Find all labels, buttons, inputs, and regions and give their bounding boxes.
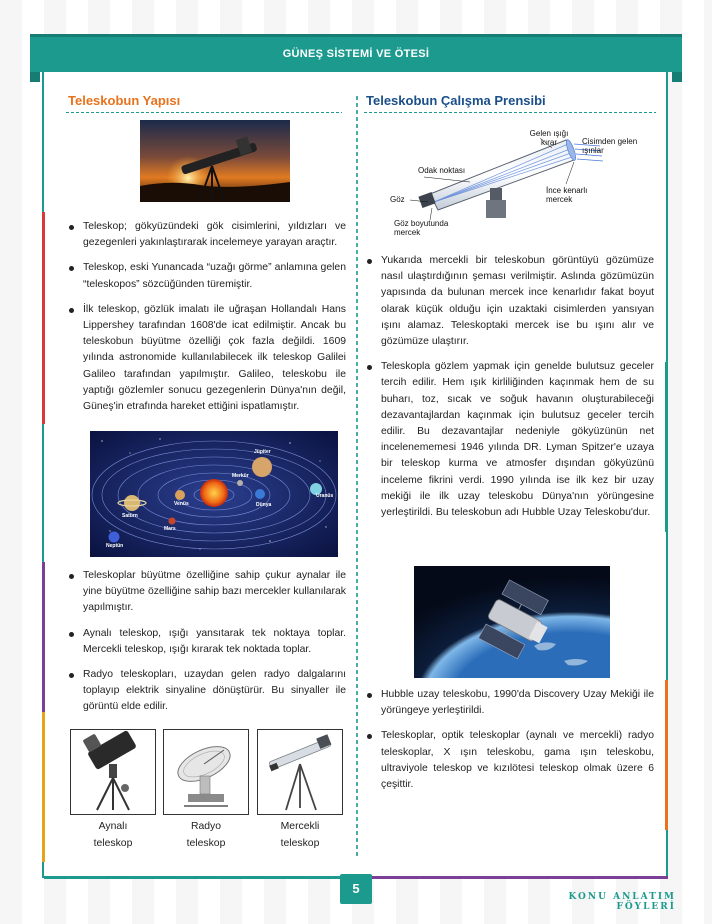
solar-system-image [90, 431, 338, 557]
list-item: Teleskoplar, optik teleskoplar (aynalı ve mercekli) radyo teleskoplar, X ışın teleskobu, gama ışın teleskobu, ultraviyole teleskop ve kızılötesi teleskop olmak üzere 6 çeşittir. [366, 728, 654, 793]
footer-line-right [372, 876, 668, 879]
planet-label-mars: Mars [164, 526, 176, 532]
right-bullets-top [366, 253, 654, 530]
label-eye-sized-lens: Göz boyutunda mercek [394, 219, 449, 237]
radio-telescope-caption: Radyo teleskop [186, 821, 226, 849]
list-item: Teleskop, eski Yunancada “uzağı görme” anlamına gelen “teleskopos” sözcüğünden türemiştir. [68, 260, 346, 292]
accent-bar-right-green [665, 362, 668, 532]
label-thin-edged-lens: İnce kenarlı mercek [546, 186, 588, 204]
list-item: Hubble uzay teleskobu, 1990'da Discovery Uzay Mekiği ile yörüngeye yerleştirildi. [366, 687, 654, 719]
planet-label-merkur: Merkür [232, 473, 249, 479]
radio-telescope-image [163, 729, 249, 815]
column-divider [356, 96, 358, 858]
series-title: KONU ANLATIM FÖYLERİ [568, 892, 676, 912]
left-section-title: Teleskobun Yapısı [68, 93, 181, 108]
left-bullets-top [68, 219, 346, 424]
refractor-telescope-image [257, 729, 343, 815]
left-bullets-bottom [68, 568, 346, 725]
telescope-diagram [390, 124, 640, 240]
planet-label-saturn: Satürn [122, 513, 138, 519]
refractor-telescope-caption: Mercekli teleskop [280, 821, 320, 849]
list-item: Yukarıda mercekli bir teleskobun görüntüyü gözümüze nasıl ulaştırdığının şeması verilmiştir. Aslında gözümüzün yapısında da bulunan mercek ince kenarlıdır fakat boyut olarak küçük olduğu için uzaktaki cisimlerden yansıyan ışını alamaz. Teleskoptaki mercek ise bu ışını alır ve gözümüze ulaştırır. [366, 253, 654, 350]
hubble-photo [414, 566, 610, 678]
list-item: İlk teleskop, gözlük imalatı ile uğraşan Hollandalı Hans Lippershey tarafından 1608'de icat edilmiştir. Ancak bu teleskobun büyütme özelliği çok fazla değildi. 1609 yılında astronomide kullanılabilecek ilk teleskop Galilei Galileo tarafından yapılmıştır. Galileo, teleskobu ile yaptığı gözlemler sonucu gezegenlerin Dünya'nın değil, Güneş'in etrafında hareket ettiğini ispatlamıştır. [68, 302, 346, 415]
reflector-telescope-image [70, 729, 156, 815]
header-fold-left [30, 72, 40, 82]
right-title-underline [364, 112, 656, 113]
page-number: 5 [340, 874, 372, 904]
list-item: Teleskoplar büyütme özelliğine sahip çukur aynalar ile yine büyütme özelliğine sahip bazı mercekler kullanılarak yapılmıştır. [68, 568, 346, 617]
list-item: Teleskop; gökyüzündeki gök cisimlerini, yıldızları ve gezegenleri yakınlaştırarak incelemeye yarayan araçtır. [68, 219, 346, 251]
right-section-title: Teleskobun Çalışma Prensibi [366, 93, 546, 108]
accent-bar-left-yellow [42, 712, 45, 862]
footer-line-left [44, 876, 340, 879]
list-item: Aynalı teleskop, ışığı yansıtarak tek noktaya toplar. Mercekli teleskop, ışığı kırarak tek noktada toplar. [68, 626, 346, 658]
telescope-sunset-photo [140, 120, 290, 202]
page-header-title: GÜNEŞ SİSTEMİ VE ÖTESİ [282, 48, 430, 60]
planet-label-uranus: Uranüs [316, 493, 334, 499]
right-bullets-bottom [366, 687, 654, 802]
accent-bar-right-orange [665, 680, 668, 830]
list-item: Teleskopla gözlem yapmak için genelde bulutsuz geceler tercih edilir. Hem ışık kirliliğinden kaçınmak hem de su buharı, toz, sıcak ve soğuk havanın oluşturabileceği dezavantajlardan kaçınmak için bulutsuz geceler tercih edilir. Bu dezavantajlar nedeniyle gökyüzünün net incelenememesi 1946 yılında DR. Lyman Spitzer'e uzaya bir teleskop kurma ve atmosfer dışından gökyüzünü inceleme fikrini verdi. 1990 yılında ise ilk kez bir uzay mekiği ile ilk uzay teleskobu Dünya'nın yörüngesine yerleştirildi. Bu teleskobun adı Hubble Uzay Teleskobu'dur. [366, 359, 654, 521]
label-focal-point: Odak noktası [418, 166, 466, 175]
planet-label-dunya: Dünya [256, 502, 272, 508]
label-light-refracting: Gelen ışığı kırar [529, 129, 569, 147]
header-fold-right [672, 72, 682, 82]
planet-label-neptun: Neptün [106, 543, 124, 549]
list-item: Radyo teleskopları, uzaydan gelen radyo dalgalarını toplayıp elektrik sinyaline dönüştürür. Bu sinyaller ile görüntü elde edilir. [68, 667, 346, 716]
planet-label-jupiter: Jüpiter [254, 449, 271, 455]
label-incoming-rays: Cisimden gelen ışınlar [582, 137, 638, 155]
accent-bar-left-red [42, 212, 45, 424]
header-band [30, 34, 682, 72]
planet-label-venus: Venüs [174, 501, 189, 507]
accent-bar-left-purple [42, 562, 45, 712]
reflector-telescope-caption: Aynalı teleskop [93, 821, 133, 849]
left-title-underline [66, 112, 342, 113]
label-eye: Göz [390, 195, 405, 204]
